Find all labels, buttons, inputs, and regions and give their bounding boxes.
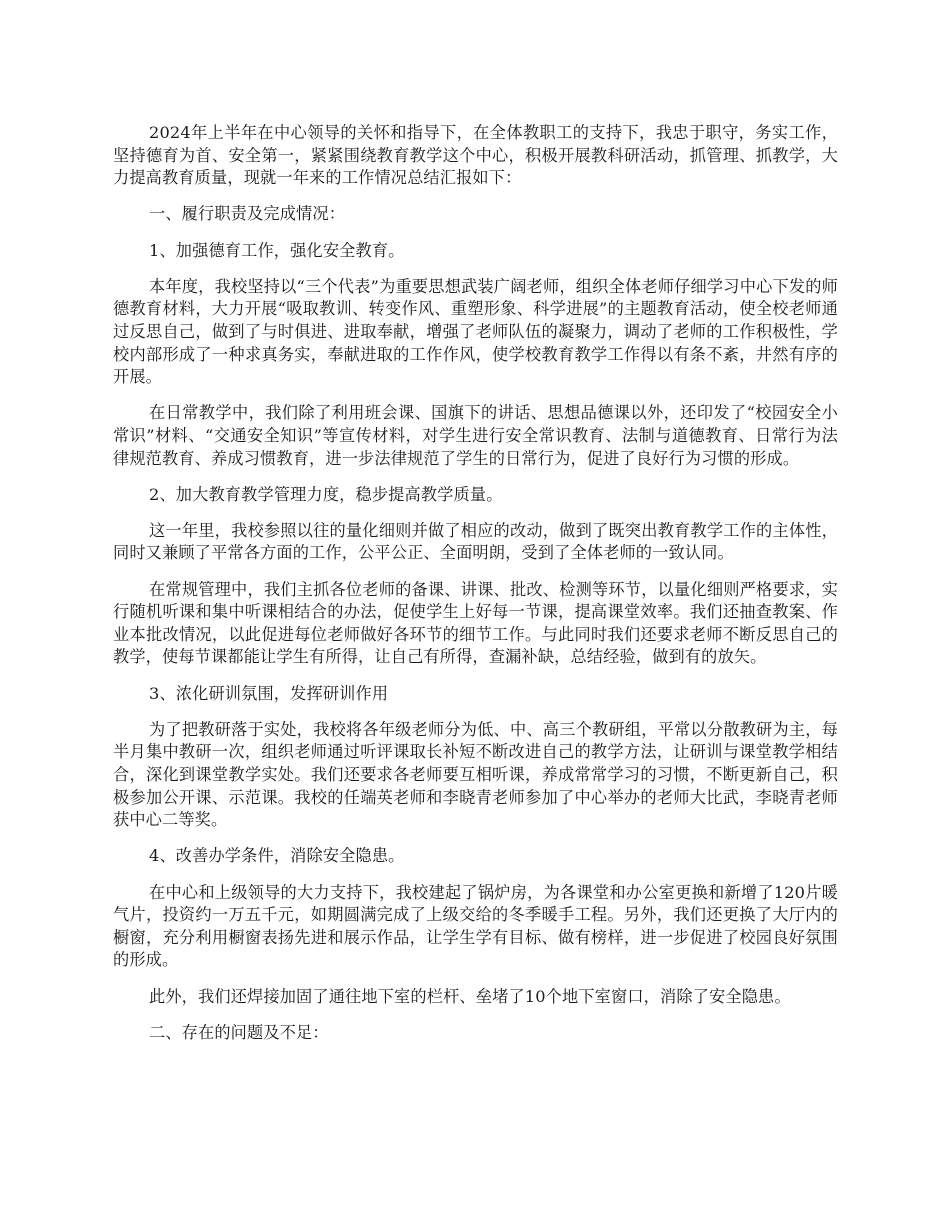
paragraph-routine-management: 在常规管理中，我们主抓各位老师的备课、讲课、批改、检测等环节，以量化细则严格要求，实行随机听课和集中听课相结合的办法，促使学生上好每一节课，提高课堂效率。我们还抽查教案、作业本批改情况，以此促进每位老师做好各环节的细节工作。与此同时我们还要求老师不断反思自己的教学，使每节课都能让学生有所得，让自己有所得，查漏补缺，总结经验，做到有的放矢。 [113,579,838,667]
paragraph-moral-education: 本年度，我校坚持以“三个代表”为重要思想武装广阔老师，组织全体老师仔细学习中心下发的师德教育材料，大力开展“吸取教训、转变作风、重塑形象、科学进展”的主题教育活动，使全校老师通过反思自己，做到了与时俱进、进取奉献，增强了老师队伍的凝聚力，调动了老师的工作积极性，学校内部形成了一种求真务实，奉献进取的工作作风，使学校教育教学工作得以有条不紊，井然有序的开展。 [113,276,838,387]
subheading-research-training: 3、浓化研训氛围，发挥研训作用 [149,683,389,703]
paragraph-boiler-room: 在中心和上级领导的大力支持下，我校建起了锅炉房，为各课堂和办公室更换和新增了120片暖气片，投资约一万五千元，如期圆满完成了上级交给的冬季暖手工程。另外，我们还更换了大厅内的橱窗，充分利用橱窗表扬先进和展示作品，让学生学有目标、做有榜样，进一步促进了校园良好氛围的形成。 [113,882,838,970]
subheading-teaching-management: 2、加大教育教学管理力度，稳步提高教学质量。 [149,484,503,504]
intro-paragraph: 2024年上半年在中心领导的关怀和指导下，在全体教职工的支持下，我忠于职守，务实工作，坚持德育为首、安全第一，紧紧围绕教育教学这个中心，积极开展教科研活动，抓管理、抓教学，大力提高教育质量，现就一年来的工作情况总结汇报如下： [113,123,838,188]
section-heading-duties: 一、履行职责及完成情况： [149,204,346,224]
subheading-school-conditions: 4、改善办学条件，消除安全隐患。 [149,846,405,866]
paragraph-basement-safety: 此外，我们还焊接加固了通往地下室的栏杆、垒堵了10个地下室窗口，消除了安全隐患。 [149,986,791,1006]
paragraph-teaching-research: 为了把教研落于实处，我校将各年级老师分为低、中、高三个教研组，平常以分散教研为主，每半月集中教研一次，组织老师通过听评课取长补短不断改进自己的教学方法，让研训与课堂教学相结合，深化到课堂教学实处。我们还要求各老师要互相听课，养成常常学习的习惯，不断更新自己，积极参加公开课、示范课。我校的任端英老师和李晓青老师参加了中心举办的老师大比武，李晓青老师获中心二等奖。 [113,719,838,830]
document-body [113,122,838,1058]
paragraph-quantified-rules: 这一年里，我校参照以往的量化细则并做了相应的改动，做到了既突出教育教学工作的主体性，同时又兼顾了平常各方面的工作，公平公正、全面明朗，受到了全体老师的一致认同。 [113,520,838,563]
subheading-moral-education: 1、加强德育工作，强化安全教育。 [149,240,405,260]
paragraph-daily-teaching: 在日常教学中，我们除了利用班会课、国旗下的讲话、思想品德课以外，还印发了“校园安全小常识”材料、“交通安全知识”等宣传材料，对学生进行安全常识教育、法制与道德教育、日常行为法律规范教育、养成习惯教育，进一步法律规范了学生的日常行为，促进了良好行为习惯的形成。 [113,403,838,468]
section-heading-problems: 二、存在的问题及不足： [149,1022,329,1042]
